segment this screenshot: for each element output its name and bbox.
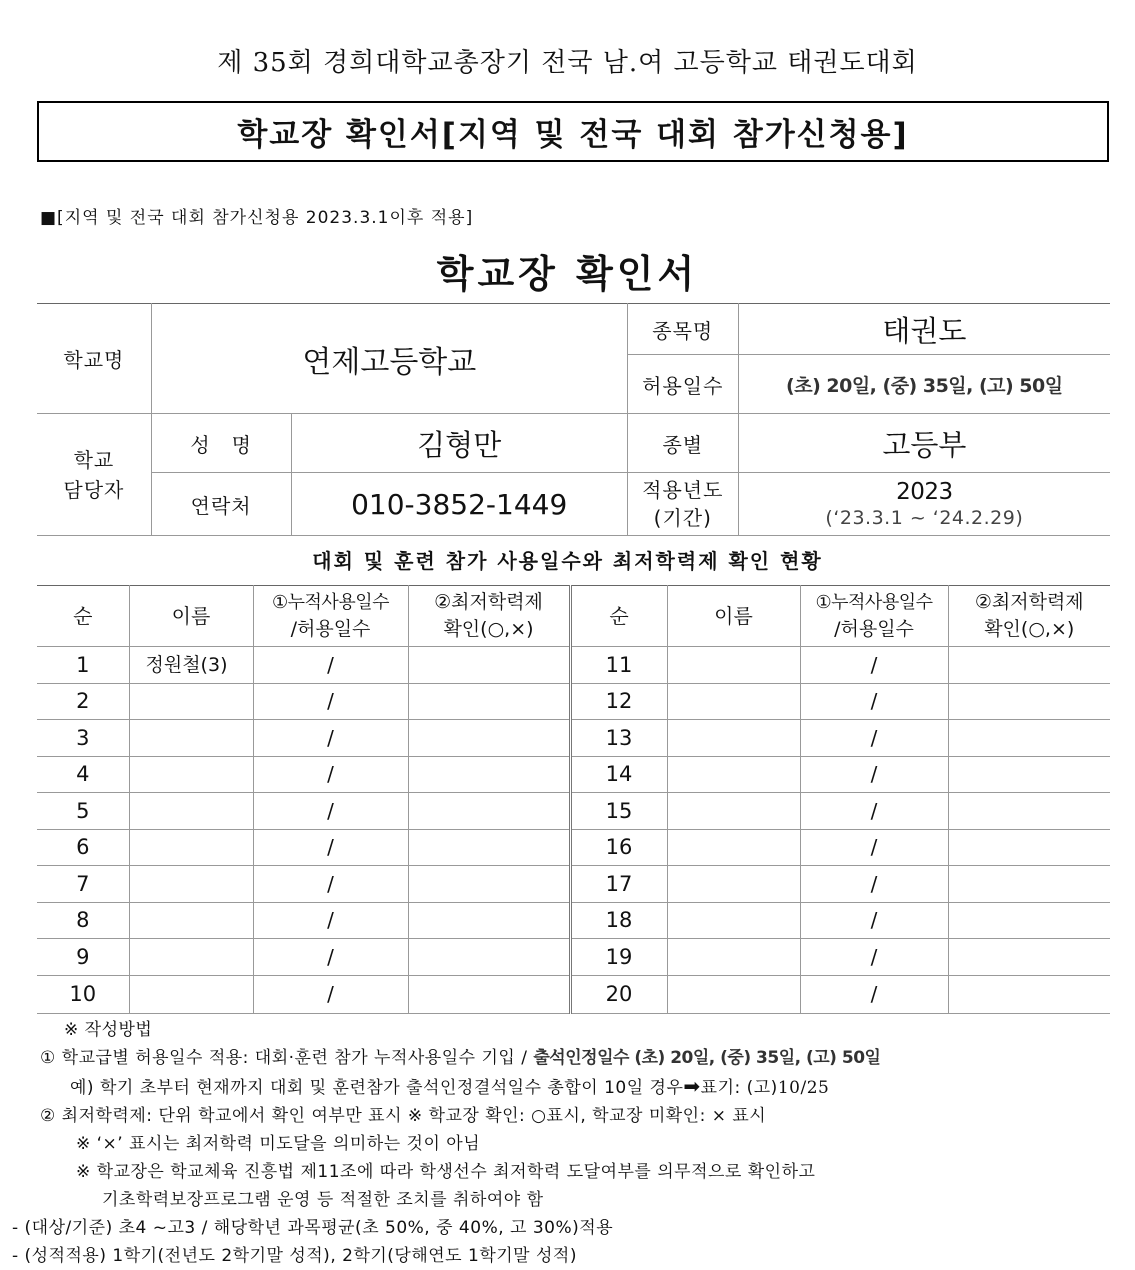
participant-name-right xyxy=(667,756,800,793)
check-cell-right xyxy=(948,975,1110,1013)
instruction-item-2-note-1: ※ ‘×’ 표시는 최저학력 미도달을 의미하는 것이 아님 xyxy=(76,1134,481,1154)
days-cell-right: / xyxy=(800,975,948,1013)
days-cell-left: / xyxy=(253,829,408,866)
instruction-item-2: ② 최저학력제: 단위 학교에서 확인 여부만 표시 ※ 학교장 확인: ○표시, 학교장 미확인: × 표시 xyxy=(40,1106,767,1126)
check-cell-left xyxy=(408,939,570,976)
check-cell-left xyxy=(408,793,570,830)
school-info-table xyxy=(37,303,1110,536)
status-section-title: 대회 및 훈련 참가 사용일수와 최저학력제 확인 현황 xyxy=(312,549,823,573)
allowed-days-label: 허용일수 xyxy=(627,355,738,414)
applicability-notice: ■[지역 및 전국 대회 참가신청용 2023.3.1이후 적용] xyxy=(40,208,474,228)
days-cell-left: / xyxy=(253,975,408,1013)
header-check-right-line2: 확인(○,×) xyxy=(984,618,1075,640)
row-number-left: 6 xyxy=(37,829,129,866)
row-number-left: 3 xyxy=(37,720,129,757)
days-cell-left: / xyxy=(253,720,408,757)
sport-label: 종목명 xyxy=(627,304,738,355)
participant-name-right xyxy=(667,866,800,903)
row-number-right: 14 xyxy=(570,756,667,793)
participant-list-table xyxy=(37,585,1110,1014)
check-cell-right xyxy=(948,866,1110,903)
check-cell-right xyxy=(948,902,1110,939)
row-number-right: 18 xyxy=(570,902,667,939)
table-row xyxy=(37,939,1110,976)
division-label: 종별 xyxy=(627,414,738,473)
header-check-right-line1: ②최저학력제 xyxy=(974,591,1084,613)
row-number-right: 11 xyxy=(570,647,667,684)
header-days-left-line1: ①누적사용일수 xyxy=(272,592,389,613)
participant-name-left xyxy=(129,902,253,939)
event-title: 제 35회 경희대학교총장기 전국 남.여 고등학교 태권도대회 xyxy=(217,48,918,78)
check-cell-right xyxy=(948,683,1110,720)
header-check-left-line2: 확인(○,×) xyxy=(443,618,534,640)
check-cell-left xyxy=(408,902,570,939)
sport-value: 태권도 xyxy=(738,304,1110,355)
table-row xyxy=(37,829,1110,866)
days-cell-left: / xyxy=(253,683,408,720)
header-days-left xyxy=(253,586,408,647)
instruction-item-2-note-2: ※ 학교장은 학교체육 진흥법 제11조에 따라 학생선수 최저학력 도달여부를 의무적으로 확인하고 xyxy=(76,1162,816,1182)
criteria-line-2: - (성적적용) 1학기(전년도 2학기말 성적), 2학기(당해연도 1학기말 성적) xyxy=(12,1246,577,1266)
document-heading: 학교장 확인서 xyxy=(436,252,699,296)
allowed-days-value: (초) 20일, (중) 35일, (고) 50일 xyxy=(738,355,1110,414)
check-cell-left xyxy=(408,975,570,1013)
header-no-right: 순 xyxy=(570,586,667,647)
year-label-line2: (기간) xyxy=(653,506,712,530)
participant-name-left: 정원철(3) xyxy=(129,647,253,684)
days-cell-left: / xyxy=(253,647,408,684)
header-days-left-line2: /허용일수 xyxy=(290,618,371,640)
instructions-heading: ※ 작성방법 xyxy=(64,1020,153,1040)
check-cell-left xyxy=(408,866,570,903)
row-number-right: 15 xyxy=(570,793,667,830)
row-number-left: 5 xyxy=(37,793,129,830)
table-row xyxy=(37,756,1110,793)
participant-name-left xyxy=(129,939,253,976)
instruction-item-2-note-3: 기초학력보장프로그램 운영 등 적절한 조치를 취하여야 함 xyxy=(102,1190,544,1210)
row-number-right: 12 xyxy=(570,683,667,720)
days-cell-right: / xyxy=(800,939,948,976)
participant-name-right xyxy=(667,829,800,866)
header-check-left xyxy=(408,586,570,647)
contact-label: 연락처 xyxy=(151,473,291,536)
participant-name-right xyxy=(667,793,800,830)
table-row xyxy=(37,720,1110,757)
example-text: 예) 학기 초부터 현재까지 대회 및 훈련참가 출석인정결석일수 총합이 10일 경우 xyxy=(70,1078,684,1098)
instructions xyxy=(12,1016,1110,1270)
days-cell-right: / xyxy=(800,902,948,939)
participant-name-right xyxy=(667,975,800,1013)
days-cell-right: / xyxy=(800,756,948,793)
example-notation: 표기: (고) xyxy=(700,1078,778,1098)
year-label xyxy=(627,473,738,536)
check-cell-right xyxy=(948,829,1110,866)
check-cell-left xyxy=(408,647,570,684)
year-cell xyxy=(738,473,1110,536)
participant-name-right xyxy=(667,720,800,757)
participant-name-left xyxy=(129,975,253,1013)
check-cell-right xyxy=(948,939,1110,976)
row-number-left: 9 xyxy=(37,939,129,976)
year-period: (‘23.3.1 ~ ‘24.2.29) xyxy=(825,507,1024,529)
header-name-left: 이름 xyxy=(129,586,253,647)
check-cell-left xyxy=(408,756,570,793)
year-value: 2023 xyxy=(896,479,953,505)
days-cell-right: / xyxy=(800,866,948,903)
row-number-right: 19 xyxy=(570,939,667,976)
participant-name-right xyxy=(667,683,800,720)
participant-name-left xyxy=(129,866,253,903)
check-cell-right xyxy=(948,647,1110,684)
school-name-value: 연제고등학교 xyxy=(151,304,627,414)
row-number-left: 7 xyxy=(37,866,129,903)
participant-name-right xyxy=(667,647,800,684)
days-cell-right: / xyxy=(800,793,948,830)
participant-name-left xyxy=(129,756,253,793)
instruction-item-1-text: ① 학교급별 허용일수 적용: 대회·훈련 참가 누적사용일수 기입 / xyxy=(40,1048,534,1068)
days-cell-right: / xyxy=(800,683,948,720)
check-cell-left xyxy=(408,829,570,866)
days-cell-left: / xyxy=(253,902,408,939)
person-name-label: 성 명 xyxy=(151,414,291,473)
manager-label-line2: 담당자 xyxy=(63,477,125,502)
days-cell-left: / xyxy=(253,756,408,793)
school-manager-label xyxy=(37,414,151,536)
header-check-right xyxy=(948,586,1110,647)
contact-value: 010-3852-1449 xyxy=(291,473,627,536)
instruction-item-1-example xyxy=(40,1072,1110,1102)
row-number-left: 10 xyxy=(37,975,129,1013)
criteria-line-1: - (대상/기준) 초4 ~고3 / 해당학년 과목평균(초 50%, 중 40%, 고 30%)적용 xyxy=(12,1218,614,1238)
check-cell-left xyxy=(408,683,570,720)
division-value: 고등부 xyxy=(738,414,1110,473)
row-number-right: 16 xyxy=(570,829,667,866)
header-no-left: 순 xyxy=(37,586,129,647)
table-row xyxy=(37,975,1110,1013)
table-row xyxy=(37,793,1110,830)
table-row xyxy=(37,683,1110,720)
participant-name-right xyxy=(667,902,800,939)
header-days-right-line1: ①누적사용일수 xyxy=(815,592,933,613)
row-number-right: 20 xyxy=(570,975,667,1013)
document-title-box: 학교장 확인서[지역 및 전국 대회 참가신청용] xyxy=(37,101,1109,162)
check-cell-right xyxy=(948,720,1110,757)
row-number-left: 2 xyxy=(37,683,129,720)
manager-label-line1: 학교 xyxy=(73,447,115,472)
row-number-left: 8 xyxy=(37,902,129,939)
days-cell-right: / xyxy=(800,720,948,757)
attendance-days-text: 출석인정일수 (초) 20일, (중) 35일, (고) 50일 xyxy=(533,1048,881,1068)
example-fraction: 10/25 xyxy=(777,1078,830,1098)
check-cell-right xyxy=(948,793,1110,830)
school-name-label: 학교명 xyxy=(37,304,151,414)
table-row xyxy=(37,647,1110,684)
participant-name-left xyxy=(129,829,253,866)
row-number-left: 1 xyxy=(37,647,129,684)
participant-name-left xyxy=(129,720,253,757)
check-cell-right xyxy=(948,756,1110,793)
row-number-left: 4 xyxy=(37,756,129,793)
person-name-value: 김형만 xyxy=(291,414,627,473)
days-cell-left: / xyxy=(253,939,408,976)
days-cell-right: / xyxy=(800,829,948,866)
participant-name-left xyxy=(129,683,253,720)
arrow-right-icon: ➡ xyxy=(683,1074,701,1098)
participant-name-right xyxy=(667,939,800,976)
days-cell-left: / xyxy=(253,793,408,830)
table-row xyxy=(37,902,1110,939)
header-days-right-line2: /허용일수 xyxy=(834,618,914,640)
header-check-left-line1: ②최저학력제 xyxy=(434,591,543,613)
header-name-right: 이름 xyxy=(667,586,800,647)
participant-name-left xyxy=(129,793,253,830)
days-cell-left: / xyxy=(253,866,408,903)
table-row xyxy=(37,866,1110,903)
check-cell-left xyxy=(408,720,570,757)
instruction-item-1 xyxy=(40,1044,1110,1072)
row-number-right: 13 xyxy=(570,720,667,757)
row-number-right: 17 xyxy=(570,866,667,903)
header-days-right xyxy=(800,586,948,647)
year-label-line1: 적용년도 xyxy=(642,478,724,502)
days-cell-right: / xyxy=(800,647,948,684)
